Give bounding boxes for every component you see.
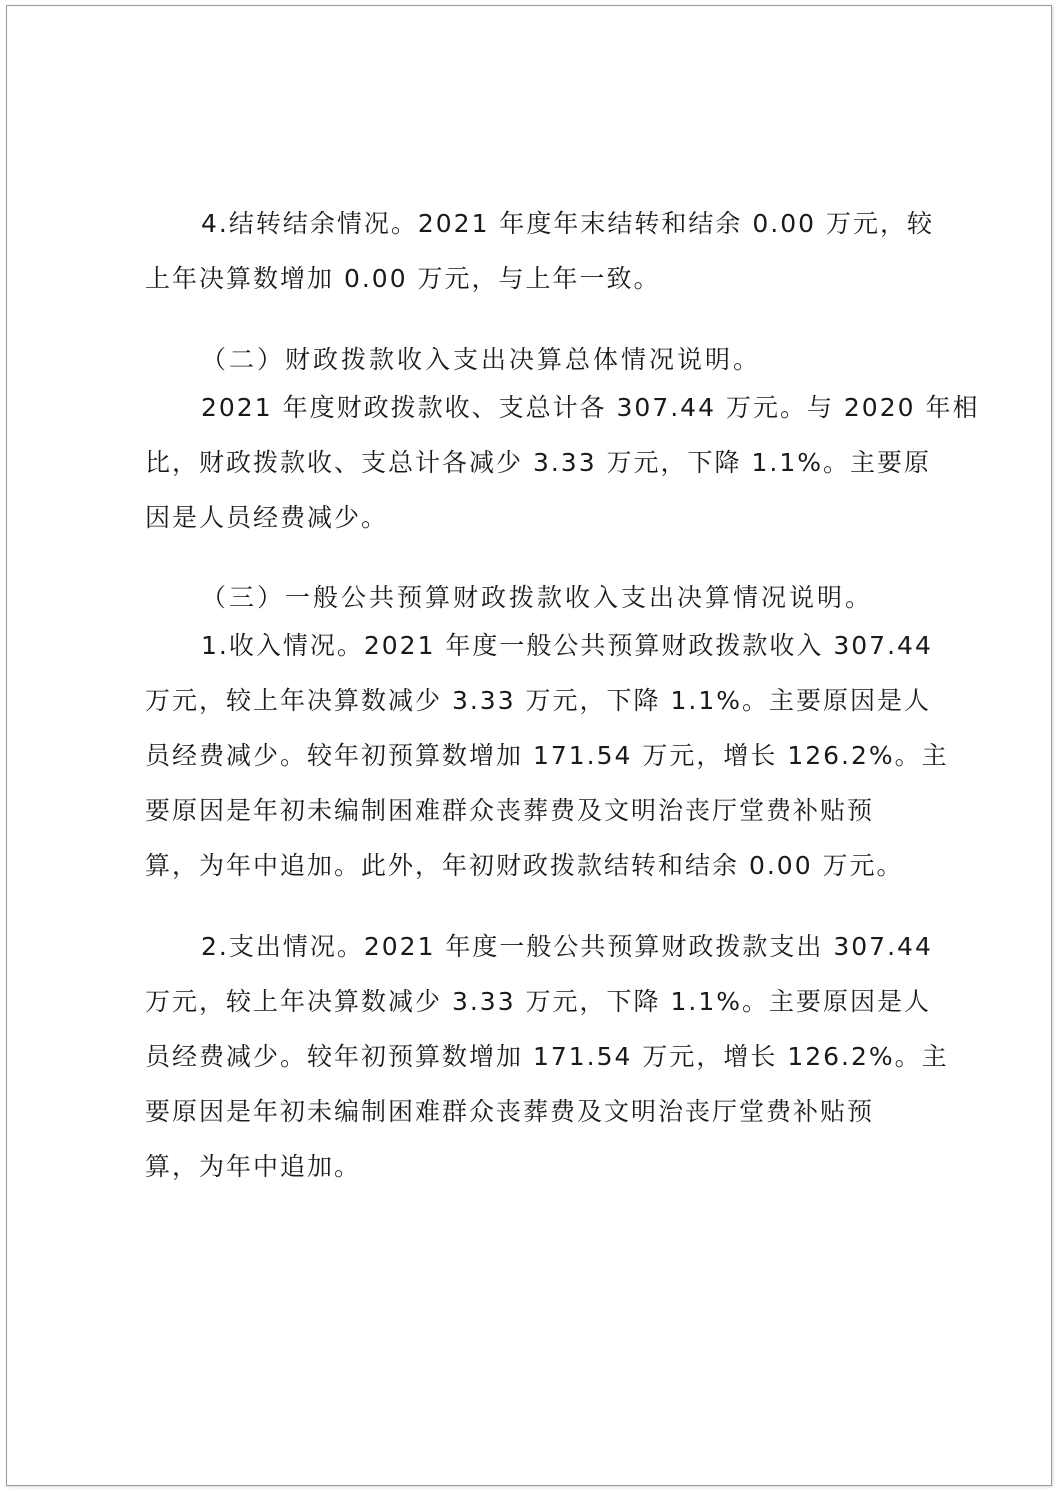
text-line: 员经费减少。较年初预算数增加 171.54 万元，增长 126.2%。主 [145,741,949,770]
text-line: 员经费减少。较年初预算数增加 171.54 万元，增长 126.2%。主 [145,1042,949,1071]
text-line: 1.收入情况。2021 年度一般公共预算财政拨款收入 307.44 [201,631,933,660]
text-line: 要原因是年初未编制困难群众丧葬费及文明治丧厅堂费补贴预 [145,796,875,825]
text-line: 算，为年中追加。 [145,1152,362,1181]
text-line: 2021 年度财政拨款收、支总计各 307.44 万元。与 2020 年相 [201,393,980,422]
text-line: 4.结转结余情况。2021 年度年末结转和结余 0.00 万元，较 [201,209,934,238]
text-line: 2.支出情况。2021 年度一般公共预算财政拨款支出 307.44 [201,932,933,961]
text-line: 上年决算数增加 0.00 万元，与上年一致。 [145,264,661,293]
text-line: 因是人员经费减少。 [145,503,389,532]
text-line: 万元，较上年决算数减少 3.33 万元，下降 1.1%。主要原因是人 [145,987,932,1016]
text-line: 要原因是年初未编制困难群众丧葬费及文明治丧厅堂费补贴预 [145,1097,875,1126]
text-line: 比，财政拨款收、支总计各减少 3.33 万元，下降 1.1%。主要原 [145,448,932,477]
document-page [6,5,1052,1486]
text-line: 万元，较上年决算数减少 3.33 万元，下降 1.1%。主要原因是人 [145,686,932,715]
text-line: 算，为年中追加。此外，年初财政拨款结转和结余 0.00 万元。 [145,851,904,880]
section-heading: （三）一般公共预算财政拨款收入支出决算情况说明。 [201,583,874,612]
section-heading: （二）财政拨款收入支出决算总体情况说明。 [201,345,762,374]
